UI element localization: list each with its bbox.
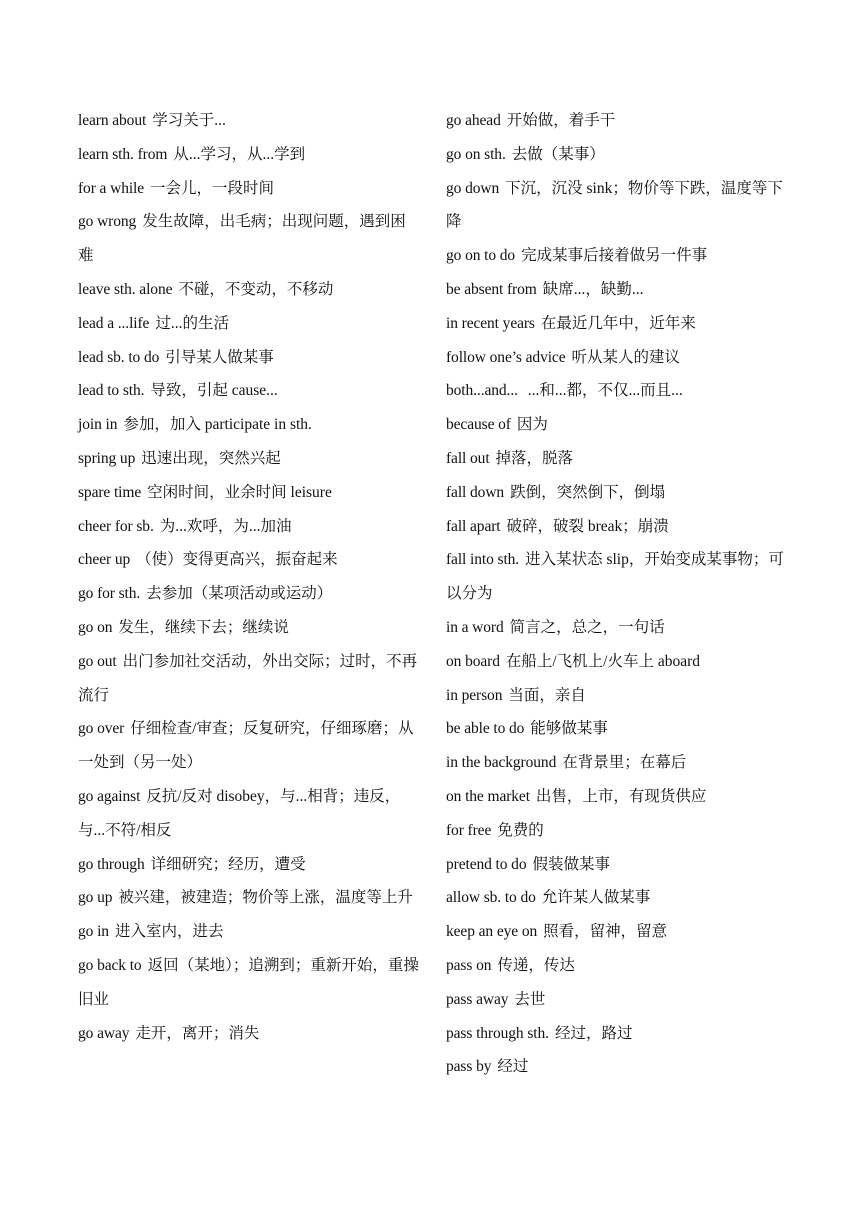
phrase-chinese-meaning: 在背景里；在幕后 xyxy=(562,754,687,772)
phrase-english: pretend to do xyxy=(446,855,527,873)
phrase-english: go up xyxy=(78,889,113,907)
phrase-english: lead sb. to do xyxy=(78,348,160,366)
phrase-english: fall into sth. xyxy=(446,551,520,569)
phrase-english: go away xyxy=(78,1024,130,1042)
phrase-entry xyxy=(446,104,788,138)
phrase-english: fall out xyxy=(446,449,490,467)
phrase-entry xyxy=(446,679,788,713)
phrase-chinese-meaning: 空闲时间，业余时间 leisure xyxy=(147,483,332,501)
phrase-entry xyxy=(446,307,788,341)
phrase-entry xyxy=(446,442,788,476)
phrase-entry xyxy=(446,611,788,645)
phrase-english: go on xyxy=(78,618,113,636)
phrase-english: because of xyxy=(446,416,511,434)
phrase-english: learn about xyxy=(78,112,147,129)
phrase-chinese-meaning: 进入某状态 slip，开始变成某事物；可以分为 xyxy=(446,551,784,603)
phrase-chinese-meaning: 从...学习，从...学到 xyxy=(173,145,306,163)
phrase-entry xyxy=(78,104,420,138)
phrase-entry xyxy=(78,138,420,172)
phrase-english: on board xyxy=(446,652,500,670)
phrase-english: both...and... xyxy=(446,382,518,400)
phrase-chinese-meaning: 经过，路过 xyxy=(554,1024,633,1042)
phrase-entry xyxy=(446,983,788,1017)
phrase-chinese-meaning: 迅速出现，突然兴起 xyxy=(141,449,281,467)
phrase-entry xyxy=(78,780,420,848)
phrase-chinese-meaning: ...和...都，不仅...而且... xyxy=(523,382,683,400)
phrase-english: on the market xyxy=(446,787,530,805)
phrase-entry xyxy=(446,172,788,240)
phrase-entry xyxy=(78,307,420,341)
phrase-english: in a word xyxy=(446,618,504,636)
phrase-chinese-meaning: 去世 xyxy=(514,990,546,1008)
phrase-english: pass away xyxy=(446,990,509,1008)
phrase-english: cheer up xyxy=(78,551,131,569)
phrase-entry xyxy=(446,746,788,780)
phrase-entry xyxy=(78,949,420,1017)
phrase-english: spring up xyxy=(78,449,136,467)
phrase-entry xyxy=(446,780,788,814)
phrase-english: go out xyxy=(78,652,117,670)
phrase-chinese-meaning: 学习关于... xyxy=(152,112,226,129)
phrase-entry xyxy=(78,611,420,645)
phrase-english: go for sth. xyxy=(78,585,141,603)
phrase-entry xyxy=(446,712,788,746)
phrase-chinese-meaning: 允许某人做某事 xyxy=(541,889,651,907)
phrase-english: cheer for sb. xyxy=(78,517,154,535)
phrase-chinese-meaning: 进入室内，进去 xyxy=(114,923,224,941)
phrase-entry xyxy=(78,476,420,510)
phrase-chinese-meaning: 一会儿，一段时间 xyxy=(150,179,275,197)
phrase-entry xyxy=(446,239,788,273)
phrase-entry xyxy=(78,205,420,273)
phrase-english: for a while xyxy=(78,179,145,197)
phrase-chinese-meaning: 下沉，沉没 sink；物价等下跌，温度等下降 xyxy=(446,179,783,231)
phrase-entry xyxy=(446,915,788,949)
phrase-english: go over xyxy=(78,720,125,738)
phrase-english: spare time xyxy=(78,483,142,501)
phrase-chinese-meaning: 开始做，着手干 xyxy=(506,112,616,129)
phrase-english: be absent from xyxy=(446,280,537,298)
phrase-english: fall down xyxy=(446,483,505,501)
phrase-entry xyxy=(446,1017,788,1051)
phrase-entry xyxy=(78,374,420,408)
phrase-english: join in xyxy=(78,416,118,434)
phrase-chinese-meaning: 在船上/飞机上/火车上 aboard xyxy=(505,652,701,670)
phrase-chinese-meaning: 仔细检查/审查；反复研究，仔细琢磨；从一处到（另一处） xyxy=(78,720,414,772)
phrase-entry xyxy=(78,848,420,882)
phrase-english: go on sth. xyxy=(446,145,506,163)
phrase-entry xyxy=(446,949,788,983)
phrase-chinese-meaning: 照看，留神，留意 xyxy=(543,923,668,941)
phrase-english: fall apart xyxy=(446,517,501,535)
phrase-entry xyxy=(446,543,788,611)
phrase-english: pass by xyxy=(446,1058,492,1076)
phrase-entry xyxy=(78,510,420,544)
phrase-english: go through xyxy=(78,855,145,873)
phrase-chinese-meaning: 详细研究；经历，遭受 xyxy=(150,855,306,873)
phrase-entry xyxy=(446,510,788,544)
phrase-english: lead a ...life xyxy=(78,314,150,332)
phrase-chinese-meaning: 过...的生活 xyxy=(155,314,229,332)
phrase-entry xyxy=(446,408,788,442)
phrase-english: go down xyxy=(446,179,500,197)
phrase-english: be able to do xyxy=(446,720,525,738)
phrase-english: leave sth. alone xyxy=(78,280,173,298)
phrase-entry xyxy=(446,848,788,882)
phrase-chinese-meaning: 完成某事后接着做另一件事 xyxy=(521,247,708,265)
phrase-entry xyxy=(78,1017,420,1051)
phrase-chinese-meaning: 去做（某事） xyxy=(511,145,605,163)
phrase-entry xyxy=(78,273,420,307)
phrase-entry xyxy=(78,341,420,375)
phrase-chinese-meaning: 发生，继续下去；继续说 xyxy=(118,618,289,636)
phrase-english: follow one’s advice xyxy=(446,348,566,366)
phrase-entry xyxy=(78,543,420,577)
phrase-english: in person xyxy=(446,686,503,704)
phrase-entry xyxy=(78,712,420,780)
phrase-chinese-meaning: 免费的 xyxy=(497,821,544,839)
phrase-entry xyxy=(78,645,420,713)
phrase-chinese-meaning: 被兴建，被建造；物价等上涨，温度等上升 xyxy=(118,889,413,907)
phrase-english: go wrong xyxy=(78,213,137,231)
phrase-chinese-meaning: 导致，引起 cause... xyxy=(150,382,278,400)
phrase-english: pass through sth. xyxy=(446,1024,549,1042)
phrase-english: in the background xyxy=(446,754,557,772)
phrase-chinese-meaning: 掉落，脱落 xyxy=(495,449,574,467)
phrase-chinese-meaning: 返回（某地）；追溯到；重新开始，重操旧业 xyxy=(78,956,419,1008)
phrase-chinese-meaning: 引导某人做某事 xyxy=(165,348,274,366)
phrase-english: lead to sth. xyxy=(78,382,145,400)
phrase-chinese-meaning: 因为 xyxy=(516,416,548,434)
phrase-chinese-meaning: 不碰，不变动，不移动 xyxy=(178,280,334,298)
phrase-chinese-meaning: 跌倒，突然倒下，倒塌 xyxy=(510,483,666,501)
phrase-chinese-meaning: 假装做某事 xyxy=(532,855,610,873)
phrase-entry xyxy=(446,138,788,172)
phrase-chinese-meaning: 出门参加社交活动，外出交际；过时，不再流行 xyxy=(78,652,418,704)
phrase-chinese-meaning: 走开，离开；消失 xyxy=(135,1024,260,1042)
phrase-entry xyxy=(446,645,788,679)
phrase-chinese-meaning: 发生故障，出毛病；出现问题，遇到困难 xyxy=(78,213,406,265)
phrase-english: go in xyxy=(78,923,109,941)
phrase-english: pass on xyxy=(446,956,492,974)
phrase-entry xyxy=(446,273,788,307)
phrase-chinese-meaning: 出售，上市，有现货供应 xyxy=(535,787,707,805)
phrase-chinese-meaning: 听从某人的建议 xyxy=(571,348,680,366)
phrase-entry xyxy=(78,172,420,206)
phrase-chinese-meaning: 传递，传达 xyxy=(497,956,575,974)
phrase-chinese-meaning: 当面，亲自 xyxy=(508,686,586,704)
phrase-entry xyxy=(446,881,788,915)
phrase-chinese-meaning: 破碎，破裂 break；崩溃 xyxy=(506,517,669,535)
phrase-english: learn sth. from xyxy=(78,145,168,163)
phrase-english: in recent years xyxy=(446,314,535,332)
phrase-entry xyxy=(446,341,788,375)
phrase-entry xyxy=(446,374,788,408)
phrase-entry xyxy=(78,442,420,476)
phrase-chinese-meaning: 缺席...，缺勤... xyxy=(542,280,644,298)
phrase-entry xyxy=(78,881,420,915)
phrase-chinese-meaning: 反抗/反对 disobey，与...相背；违反，与...不符/相反 xyxy=(78,787,401,839)
phrase-list-left xyxy=(78,104,420,1050)
phrase-chinese-meaning: （使）变得更高兴，振奋起来 xyxy=(136,551,338,569)
phrase-english: go against xyxy=(78,787,141,805)
phrase-chinese-meaning: 简言之，总之，一句话 xyxy=(509,618,665,636)
phrase-entry xyxy=(446,1050,788,1084)
phrase-chinese-meaning: 经过 xyxy=(497,1058,529,1076)
phrase-english: allow sb. to do xyxy=(446,889,536,907)
phrase-chinese-meaning: 去参加（某项活动或运动） xyxy=(146,585,333,603)
phrase-entry xyxy=(78,915,420,949)
phrase-chinese-meaning: 参加，加入 participate in sth. xyxy=(123,416,312,434)
phrase-english: for free xyxy=(446,821,492,839)
phrase-entry xyxy=(446,814,788,848)
phrase-entry xyxy=(446,476,788,510)
phrase-english: go on to do xyxy=(446,247,516,265)
phrase-chinese-meaning: 能够做某事 xyxy=(530,720,608,738)
phrase-chinese-meaning: 为...欢呼，为...加油 xyxy=(159,517,292,535)
phrase-entry xyxy=(78,408,420,442)
phrase-english: keep an eye on xyxy=(446,923,538,941)
phrase-chinese-meaning: 在最近几年中，近年来 xyxy=(540,314,696,332)
phrase-entry xyxy=(78,577,420,611)
phrase-list-right xyxy=(446,104,788,1084)
phrase-english: go ahead xyxy=(446,112,501,129)
phrase-english: go back to xyxy=(78,956,142,974)
